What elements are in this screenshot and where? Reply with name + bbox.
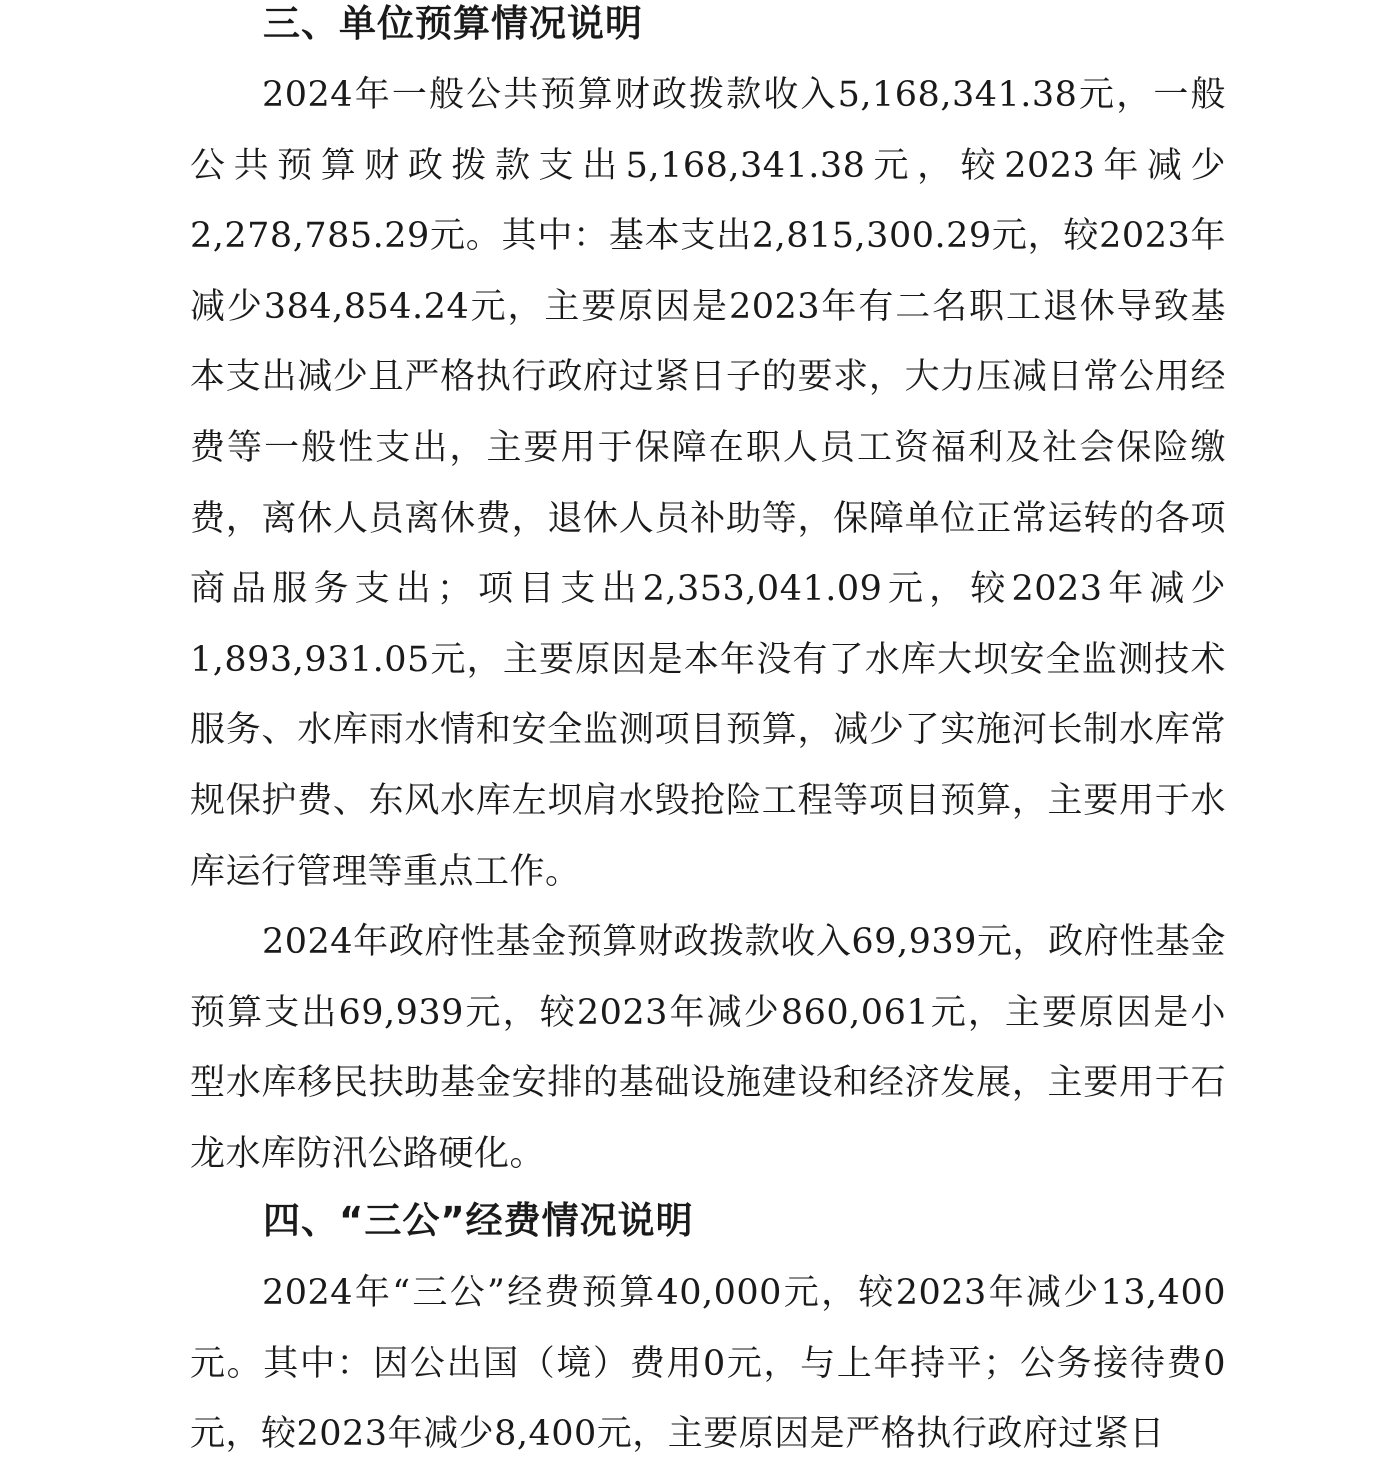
- paragraph-general-budget: 2024年一般公共预算财政拨款收入5,168,341.38元，一般公共预算财政拨款支出5,168,341.38元，较2023年减少2,278,785.29元。其中：基本支出2,815,300.29元，较2023年减少384,854.24元，主要原因是2023年有二名职工退休导致基本支出减少且严格执行政府过紧日子的要求，大力压减日常公用经费等一般性支出，主要用于保障在职人员工资福利及社会保险缴费，离休人员离休费，退休人员补助等，保障单位正常运转的各项商品服务支出；项目支出2,353,041.09元，较2023年减少1,893,931.05元，主要原因是本年没有了水库大坝安全监测技术服务、水库雨水情和安全监测项目预算，减少了实施河长制水库常规保护费、东风水库左坝肩水毁抢险工程等项目预算，主要用于水库运行管理等重点工作。: [190, 75, 1226, 892]
- paragraph-fund-budget: 2024年政府性基金预算财政拨款收入69,939元，政府性基金预算支出69,939元，较2023年减少860,061元，主要原因是小型水库移民扶助基金安排的基础设施建设和经济发展，主要用于石龙水库防汛公路硬化。: [190, 922, 1226, 1174]
- paragraph-three-public-budget: 2024年“三公”经费预算40,000元，较2023年减少13,400元。其中：因公出国（境）费用0元，与上年持平；公务接待费0元，较2023年减少8,400元，主要原因是严格执行政府过紧日: [190, 1273, 1226, 1455]
- section-heading-budget: 三、单位预算情况说明: [263, 2, 643, 45]
- section-heading-three-public: 四、“三公”经费情况说明: [263, 1199, 694, 1242]
